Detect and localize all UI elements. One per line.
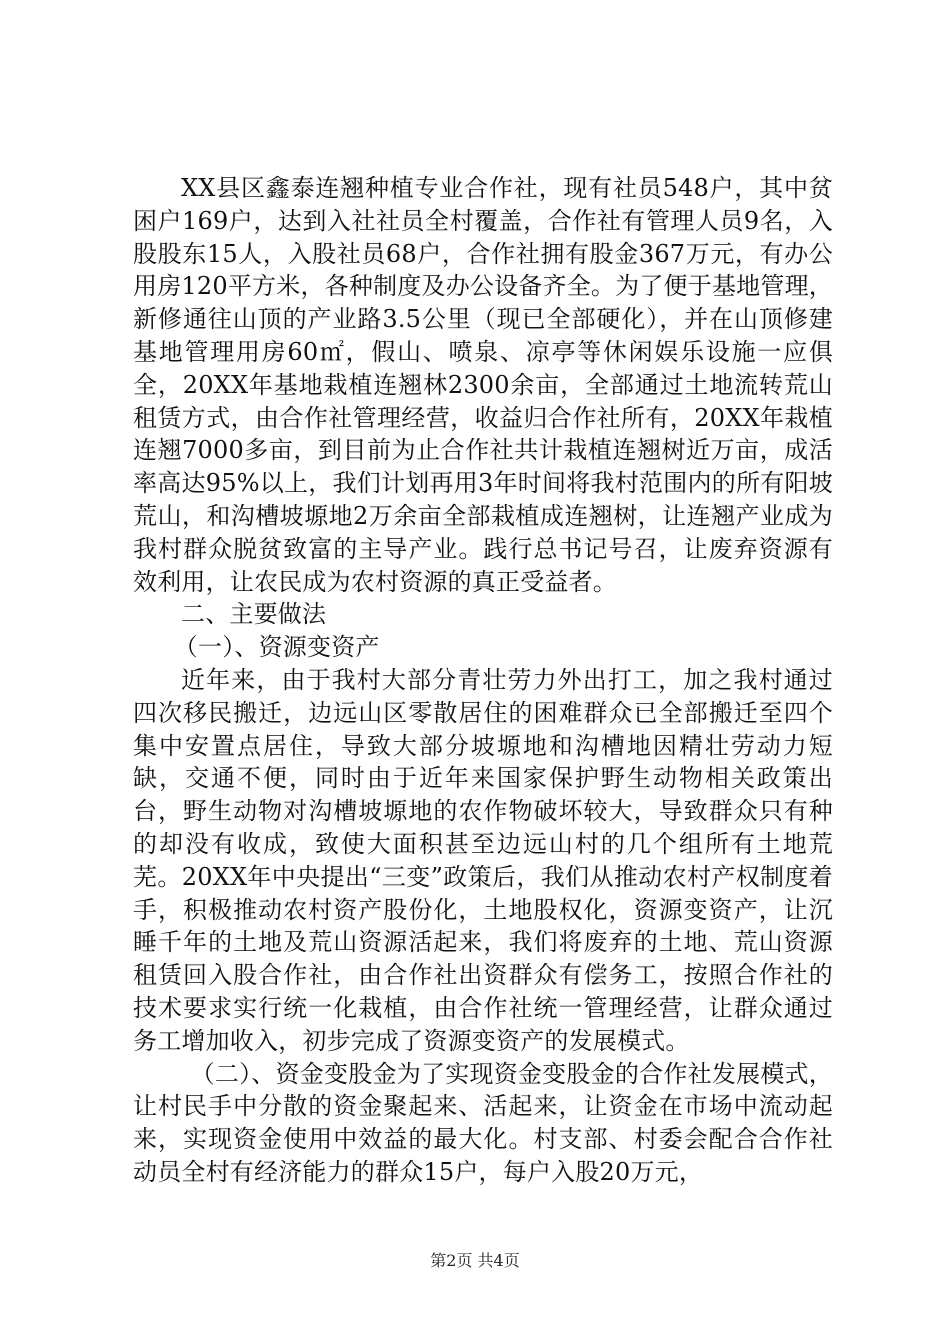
section-heading-main-practices: 二、主要做法: [181, 600, 327, 629]
document-body: [133, 172, 833, 1189]
paragraph-funds-to-shares: （二）、资金变股金为了实现资金变股金的合作社发展模式，让村民手中分散的资金聚起来、活起来，让资金在市场中流动起来，实现资金使用中效益的最大化。村支部、村委会配合合作社动员全村有经济能力的群众15户，每户入股20万元，: [133, 1059, 833, 1186]
page-footer: 第2页 共4页: [430, 1251, 520, 1270]
paragraph-cooperative-overview: XX县区鑫泰连翘种植专业合作社，现有社员548户，其中贫困户169户，达到入社社员全村覆盖，合作社有管理人员9名，入股股东15人，入股社员68户，合作社拥有股金367万元，有办公用房120平方米，各种制度及办公设备齐全。为了便于基地管理，新修通往山顶的产业路3.5公里（现已全部硬化），并在山顶修建基地管理用房60㎡，假山、喷泉、凉亭等休闲娱乐设施一应俱全，20XX年基地栽植连翘林2300余亩，全部通过土地流转荒山租赁方式，由合作社管理经营，收益归合作社所有，20XX年栽植连翘7000多亩，到目前为止合作社共计栽植连翘树近万亩，成活率高达95%以上，我们计划再用3年时间将我村范围内的所有阳坡荒山，和沟槽坡塬地2万余亩全部栽植成连翘树，让连翘产业成为我村群众脱贫致富的主导产业。践行总书记号召，让废弃资源有效利用，让农民成为农村资源的真正受益者。: [133, 174, 833, 596]
paragraph-resources-to-assets: 近年来，由于我村大部分青壮劳力外出打工，加之我村通过四次移民搬迁，边远山区零散居住的困难群众已全部搬迁至四个集中安置点居住，导致大部分坡塬地和沟槽地因精壮劳动力短缺，交通不便，同时由于近年来国家保护野生动物相关政策出台，野生动物对沟槽坡塬地的农作物破坏较大，导致群众只有种的却没有收成，致使大面积甚至边远山村的几个组所有土地荒芜。20XX年中央提出“三变”政策后，我们从推动农村产权制度着手，积极推动农村资产股份化，土地股权化，资源变资产，让沉睡千年的土地及荒山资源活起来，我们将废弃的土地、荒山资源租赁回入股合作社，由合作社出资群众有偿务工，按照合作社的技术要求实行统一化栽植，由合作社统一管理经营，让群众通过务工增加收入，初步完成了资源变资产的发展模式。: [133, 665, 833, 1055]
subsection-heading-resources-to-assets: （一）、资源变资产: [173, 633, 380, 662]
